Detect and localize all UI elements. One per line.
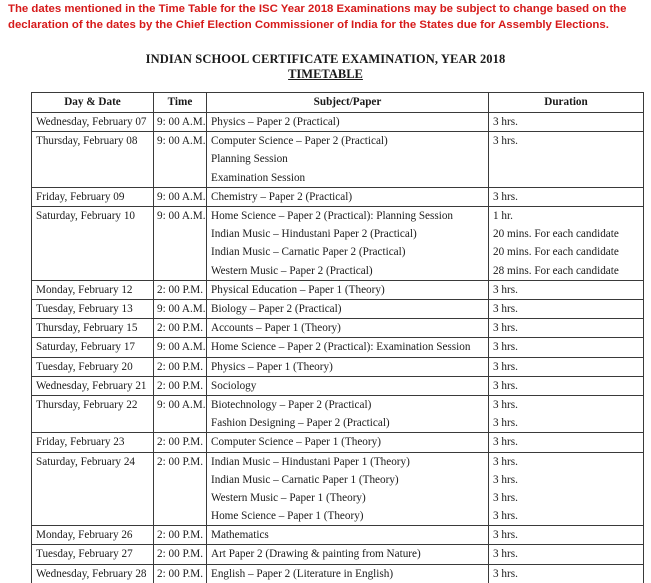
cell-duration	[489, 113, 644, 132]
cell-day-date: Saturday, February 17	[32, 338, 154, 357]
cell-time: 2: 00 P.M.	[154, 319, 207, 338]
cell-duration	[489, 338, 644, 357]
cell-subject	[207, 564, 489, 583]
subject-paper: Mathematics	[211, 529, 269, 542]
table-row	[32, 319, 644, 338]
cell-time: 2: 00 P.M.	[154, 452, 207, 526]
subject-paper: Computer Science – Paper 2 (Practical)	[211, 135, 388, 148]
cell-time: 9: 00 A.M.	[154, 299, 207, 318]
cell-time: 2: 00 P.M.	[154, 433, 207, 452]
cell-duration	[489, 452, 644, 526]
timetable-heading: TIMETABLE	[288, 67, 363, 81]
cell-subject	[207, 132, 489, 188]
table-row	[32, 376, 644, 395]
cell-subject	[207, 338, 489, 357]
cell-duration	[489, 319, 644, 338]
table-row	[32, 113, 644, 132]
cell-time: 9: 00 A.M.	[154, 132, 207, 188]
table-row	[32, 206, 644, 280]
subject-paper: Western Music – Paper 2 (Practical)	[211, 264, 373, 277]
cell-time: 9: 00 A.M.	[154, 206, 207, 280]
duration-value	[493, 150, 639, 168]
subject-paper: Art Paper 2 (Drawing & painting from Nature)	[211, 548, 421, 561]
duration-value: 3 hrs.	[493, 473, 518, 486]
cell-day-date: Friday, February 09	[32, 187, 154, 206]
cell-duration	[489, 280, 644, 299]
duration-value: 3 hrs.	[493, 135, 518, 148]
subject-paper: Indian Music – Hindustani Paper 2 (Practical)	[211, 228, 417, 241]
cell-time: 9: 00 A.M.	[154, 187, 207, 206]
cell-day-date: Saturday, February 10	[32, 206, 154, 280]
cell-duration	[489, 187, 644, 206]
subject-paper: Home Science – Paper 2 (Practical): Examination Session	[211, 341, 471, 354]
duration-value: 20 mins. For each candidate	[493, 228, 619, 241]
table-row	[32, 433, 644, 452]
cell-day-date: Wednesday, February 21	[32, 376, 154, 395]
subject-paper: Examination Session	[211, 171, 306, 184]
table-row	[32, 280, 644, 299]
header-time: Time	[154, 93, 207, 113]
table-row	[32, 452, 644, 526]
cell-duration	[489, 376, 644, 395]
duration-value: 3 hrs.	[493, 379, 518, 392]
cell-day-date: Tuesday, February 20	[32, 357, 154, 376]
table-row	[32, 187, 644, 206]
timetable-body	[32, 113, 644, 583]
cell-time: 9: 00 A.M.	[154, 113, 207, 132]
cell-subject	[207, 187, 489, 206]
cell-day-date: Saturday, February 24	[32, 452, 154, 526]
duration-value: 28 mins. For each candidate	[493, 264, 619, 277]
cell-subject	[207, 319, 489, 338]
cell-subject	[207, 113, 489, 132]
subject-paper: Physics – Paper 1 (Theory)	[211, 360, 333, 373]
table-row	[32, 132, 644, 188]
duration-value: 3 hrs.	[493, 302, 518, 315]
subject-paper: Sociology	[211, 379, 257, 392]
subject-paper: Indian Music – Hindustani Paper 1 (Theory)	[211, 455, 410, 468]
duration-value: 3 hrs.	[493, 341, 518, 354]
table-header-row	[32, 93, 644, 113]
cell-duration	[489, 545, 644, 564]
header-duration: Duration	[489, 93, 644, 113]
cell-time: 2: 00 P.M.	[154, 280, 207, 299]
duration-value: 3 hrs.	[493, 417, 518, 430]
header-day-date: Day & Date	[32, 93, 154, 113]
subject-paper: Fashion Designing – Paper 2 (Practical)	[211, 417, 390, 430]
cell-time: 9: 00 A.M.	[154, 338, 207, 357]
subject-paper: Indian Music – Carnatic Paper 2 (Practical)	[211, 246, 406, 259]
timetable-table	[31, 92, 644, 583]
cell-time: 2: 00 P.M.	[154, 357, 207, 376]
election-notice: The dates mentioned in the Time Table for the ISC Year 2018 Examinations may be subject to change based on the declaration of the dates by the Chief Election Commissioner of India for the States due for Assembly Elections.	[8, 3, 627, 31]
cell-duration	[489, 395, 644, 432]
duration-value: 3 hrs.	[493, 360, 518, 373]
cell-time: 9: 00 A.M.	[154, 395, 207, 432]
cell-time: 2: 00 P.M.	[154, 564, 207, 583]
cell-day-date: Monday, February 12	[32, 280, 154, 299]
cell-duration	[489, 433, 644, 452]
subject-paper: Physical Education – Paper 1 (Theory)	[211, 283, 385, 296]
table-row	[32, 357, 644, 376]
cell-day-date: Tuesday, February 13	[32, 299, 154, 318]
cell-duration	[489, 357, 644, 376]
duration-value: 3 hrs.	[493, 567, 518, 580]
cell-time: 2: 00 P.M.	[154, 545, 207, 564]
subject-paper: Physics – Paper 2 (Practical)	[211, 116, 340, 128]
duration-value: 20 mins. For each candidate	[493, 246, 619, 259]
subject-paper: Indian Music – Carnatic Paper 1 (Theory)	[211, 473, 399, 486]
duration-value: 3 hrs.	[493, 491, 518, 504]
subject-paper: Biotechnology – Paper 2 (Practical)	[211, 398, 372, 411]
cell-day-date: Thursday, February 22	[32, 395, 154, 432]
duration-value: 3 hrs.	[493, 436, 518, 449]
cell-day-date: Monday, February 26	[32, 526, 154, 545]
cell-day-date: Tuesday, February 27	[32, 545, 154, 564]
cell-day-date: Wednesday, February 07	[32, 113, 154, 132]
table-row	[32, 564, 644, 583]
cell-subject	[207, 299, 489, 318]
duration-value: 3 hrs.	[493, 548, 518, 561]
exam-title: INDIAN SCHOOL CERTIFICATE EXAMINATION, YEAR 2018	[145, 52, 506, 66]
duration-value: 3 hrs.	[493, 283, 518, 296]
subject-paper: Planning Session	[211, 153, 288, 166]
cell-subject	[207, 357, 489, 376]
cell-duration	[489, 206, 644, 280]
cell-duration	[489, 299, 644, 318]
cell-duration	[489, 564, 644, 583]
cell-subject	[207, 452, 489, 526]
duration-value: 3 hrs.	[493, 116, 518, 128]
cell-duration	[489, 132, 644, 188]
duration-value: 3 hrs.	[493, 529, 518, 542]
table-row	[32, 545, 644, 564]
subject-paper: Home Science – Paper 2 (Practical): Planning Session	[211, 209, 454, 222]
table-row	[32, 526, 644, 545]
cell-day-date: Wednesday, February 28	[32, 564, 154, 583]
cell-time: 2: 00 P.M.	[154, 526, 207, 545]
cell-subject	[207, 433, 489, 452]
subject-paper: Western Music – Paper 1 (Theory)	[211, 491, 366, 504]
duration-value: 3 hrs.	[493, 455, 518, 468]
cell-duration	[489, 526, 644, 545]
cell-subject	[207, 526, 489, 545]
subject-paper: Biology – Paper 2 (Practical)	[211, 302, 342, 315]
subject-paper: Chemistry – Paper 2 (Practical)	[211, 190, 353, 203]
subject-paper: English – Paper 2 (Literature in English)	[211, 567, 394, 580]
cell-subject	[207, 206, 489, 280]
cell-day-date: Thursday, February 15	[32, 319, 154, 338]
duration-value: 3 hrs.	[493, 510, 518, 523]
cell-day-date: Thursday, February 08	[32, 132, 154, 188]
cell-subject	[207, 545, 489, 564]
subject-paper: Computer Science – Paper 1 (Theory)	[211, 436, 381, 449]
duration-value: 1 hr.	[493, 209, 513, 222]
cell-time: 2: 00 P.M.	[154, 376, 207, 395]
duration-value: 3 hrs.	[493, 190, 518, 203]
duration-value: 3 hrs.	[493, 322, 518, 335]
header-subject: Subject/Paper	[207, 93, 489, 113]
table-row	[32, 299, 644, 318]
table-row	[32, 338, 644, 357]
cell-subject	[207, 376, 489, 395]
duration-value	[493, 169, 639, 187]
cell-subject	[207, 395, 489, 432]
cell-subject	[207, 280, 489, 299]
table-row	[32, 395, 644, 432]
subject-paper: Accounts – Paper 1 (Theory)	[211, 322, 341, 335]
cell-day-date: Friday, February 23	[32, 433, 154, 452]
subject-paper: Home Science – Paper 1 (Theory)	[211, 510, 364, 523]
duration-value: 3 hrs.	[493, 398, 518, 411]
